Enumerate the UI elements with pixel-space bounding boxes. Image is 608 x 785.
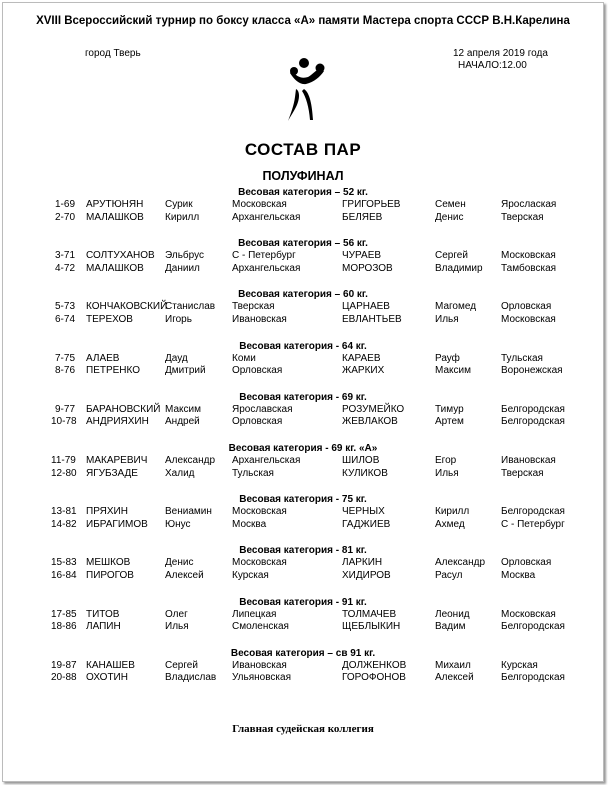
blue-name: Михаил [435, 659, 471, 671]
bout-number: 4-72 [55, 262, 76, 274]
blue-region: Ярослаская [501, 199, 557, 210]
blue-name: Ахмед [435, 518, 465, 530]
bout-number: 16-84 [51, 569, 77, 581]
blue-region: Тверская [501, 211, 544, 223]
bout-number: 20-88 [51, 672, 77, 684]
bout-number: 13-81 [51, 506, 77, 518]
blue-name: Расул [435, 569, 463, 581]
bout-number: 1-69 [55, 199, 76, 210]
red-name: Кирилл [165, 211, 200, 223]
weight-category-title: Весовая категория - 81 кг. [239, 545, 367, 557]
blue-surname: РОЗУМЕЙКО [342, 403, 405, 415]
red-region: Орловская [232, 416, 283, 428]
blue-name: Вадим [435, 621, 466, 633]
blue-name: Семен [435, 199, 466, 210]
bout-number: 15-83 [51, 557, 77, 569]
blue-surname: ЧЕРНЫХ [342, 506, 385, 518]
red-surname: АНДРИЯХИН [86, 416, 149, 428]
red-region: Липецкая [232, 608, 277, 620]
blue-surname: ГАДЖИЕВ [342, 518, 391, 530]
blue-surname: ЛАРКИН [342, 557, 383, 569]
red-surname: СОЛТУХАНОВ [86, 250, 155, 262]
blue-region: С - Петербург [501, 518, 565, 530]
blue-name: Егор [435, 455, 457, 466]
red-name: Олег [165, 608, 188, 620]
red-region: Ивановская [232, 313, 287, 325]
blue-region: Московская [501, 250, 556, 262]
document-page [2, 2, 604, 782]
red-surname: МЕШКОВ [86, 557, 131, 569]
red-name: Александр [165, 455, 216, 466]
red-surname: МАКАРЕВИЧ [86, 455, 148, 466]
blue-name: Илья [435, 313, 459, 325]
footer-signature: Главная судейская коллегия [232, 723, 374, 735]
blue-surname: ЩЕБЛЫКИН [342, 621, 401, 633]
blue-region: Москва [501, 569, 536, 581]
blue-region: Воронежская [501, 365, 563, 377]
bout-number: 11-79 [51, 455, 76, 466]
page-heading: СОСТАВ ПАР [244, 140, 362, 159]
red-name: Денис [165, 557, 194, 569]
red-region: Смоленская [232, 621, 289, 633]
city: город Тверь [85, 48, 141, 59]
red-name: Даниил [165, 262, 200, 274]
red-name: Халид [165, 467, 195, 479]
blue-region: Московская [501, 313, 556, 325]
weight-category-title: Весовая категория – 52 кг. [238, 187, 368, 198]
red-region: Архангельская [232, 211, 301, 223]
red-name: Вениамин [165, 506, 212, 518]
bout-number: 19-87 [51, 659, 77, 671]
blue-region: Орловская [501, 557, 552, 569]
red-region: Тульская [232, 467, 274, 479]
tournament-title: XVIII Всероссийский турнир по боксу класса «А» памяти Мастера спорта СССР В.Н.Карелина [36, 15, 570, 27]
red-surname: ИБРАГИМОВ [86, 518, 148, 530]
red-name: Дауд [165, 352, 188, 364]
weight-category-title: Весовая категория - 91 кг. [239, 596, 367, 608]
blue-surname: ТОЛМАЧЕВ [342, 608, 397, 620]
weight-category-title: Весовая категория - 75 кг. [239, 494, 367, 506]
weight-category-title: Весовая категория - 64 кг. [239, 340, 367, 352]
red-name: Владислав [165, 672, 217, 684]
red-name: Игорь [165, 313, 192, 325]
red-region: С - Петербург [232, 250, 296, 262]
blue-region: Курская [501, 659, 538, 671]
weight-category-title: Весовая категория – св 91 кг. [230, 647, 376, 659]
bout-number: 17-85 [51, 608, 77, 620]
blue-name: Владимир [435, 262, 483, 274]
red-name: Максим [165, 403, 201, 415]
date: 12 апреля 2019 года [453, 48, 548, 59]
red-surname: ПЕТРЕНКО [86, 365, 141, 377]
red-surname: КАНАШЕВ [86, 659, 135, 671]
blue-surname: ЖАРКИХ [342, 365, 385, 377]
blue-surname: ШИЛОВ [342, 455, 380, 466]
red-name: Илья [165, 621, 189, 633]
blue-name: Артем [435, 416, 464, 428]
blue-surname: КУЛИКОВ [342, 467, 388, 479]
blue-region: Белгородская [501, 403, 565, 415]
red-surname: БАРАНОВСКИЙ [86, 403, 161, 415]
red-surname: МАЛАШКОВ [86, 262, 144, 274]
red-name: Дмитрий [165, 365, 206, 377]
blue-name: Максим [435, 365, 471, 377]
weight-category-title: Весовая категория - 69 кг. [239, 391, 367, 403]
red-name: Эльбрус [165, 250, 204, 262]
red-surname: АЛАЕВ [86, 352, 120, 364]
blue-surname: ХИДИРОВ [342, 569, 391, 581]
blue-region: Тамбовская [501, 262, 557, 274]
blue-region: Московская [501, 608, 556, 620]
bout-number: 18-86 [51, 621, 77, 633]
blue-name: Тимур [435, 403, 464, 415]
bout-number: 9-77 [55, 403, 76, 415]
bout-number: 7-75 [55, 352, 76, 364]
red-surname: МАЛАШКОВ [86, 211, 144, 223]
weight-category-title: Весовая категория - 69 кг. «А» [228, 443, 378, 454]
red-region: Коми [232, 352, 256, 364]
blue-surname: ЦАРНАЕВ [342, 301, 390, 313]
red-region: Московская [232, 199, 287, 210]
red-name: Сурик [165, 199, 193, 210]
red-name: Станислав [165, 301, 216, 313]
red-name: Андрей [165, 416, 200, 428]
red-name: Юнус [165, 518, 191, 530]
red-name: Алексей [165, 569, 204, 581]
bout-number: 6-74 [55, 313, 76, 325]
red-surname: ПИРОГОВ [86, 569, 134, 581]
red-region: Московская [232, 557, 287, 569]
red-region: Архангельская [232, 262, 301, 274]
blue-surname: ГОРОФОНОВ [342, 672, 406, 684]
red-region: Орловская [232, 365, 283, 377]
blue-region: Орловская [501, 301, 552, 313]
blue-surname: КАРАЕВ [342, 352, 381, 364]
blue-surname: МОРОЗОВ [342, 262, 393, 274]
bout-number: 10-78 [51, 416, 77, 428]
red-surname: ЛАПИН [86, 621, 121, 633]
boxing-logo-icon [286, 57, 328, 126]
blue-name: Леонид [435, 608, 470, 620]
red-surname: ЯГУБЗАДЕ [86, 467, 138, 479]
red-region: Тверская [232, 301, 275, 313]
blue-name: Сергей [435, 250, 468, 262]
weight-category-title: Весовая категория – 60 кг. [238, 289, 368, 301]
blue-region: Тульская [501, 352, 543, 364]
blue-region: Тверская [501, 467, 544, 479]
red-region: Москва [232, 518, 267, 530]
weight-category-title: Весовая категория – 56 кг. [238, 238, 368, 250]
blue-name: Денис [435, 211, 464, 223]
blue-surname: ГРИГОРЬЕВ [342, 199, 401, 210]
blue-region: Белгородская [501, 506, 565, 518]
red-region: Курская [232, 569, 269, 581]
red-region: Ульяновская [232, 672, 291, 684]
bout-number: 2-70 [55, 211, 76, 223]
blue-name: Магомед [435, 301, 477, 313]
blue-surname: БЕЛЯЕВ [342, 211, 383, 223]
blue-region: Белгородская [501, 672, 565, 684]
red-surname: ТЕРЕХОВ [86, 313, 133, 325]
bout-number: 5-73 [55, 301, 76, 313]
red-surname: ПРЯХИН [86, 506, 128, 518]
blue-surname: ДОЛЖЕНКОВ [342, 659, 407, 671]
blue-surname: ЕВЛАНТЬЕВ [342, 313, 402, 325]
blue-region: Ивановская [501, 455, 556, 466]
red-name: Сергей [165, 659, 198, 671]
blue-region: Белгородская [501, 416, 565, 428]
red-region: Архангельская [232, 455, 301, 466]
blue-surname: ЖЕВЛАКОВ [342, 416, 398, 428]
red-region: Московская [232, 506, 287, 518]
red-surname: КОНЧАКОВСКИЙ [86, 301, 168, 313]
bout-number: 3-71 [55, 250, 76, 262]
blue-name: Илья [435, 467, 459, 479]
blue-name: Кирилл [435, 506, 470, 518]
red-surname: ОХОТИН [86, 672, 128, 684]
red-surname: ТИТОВ [86, 608, 120, 620]
start-time: НАЧАЛО:12.00 [458, 60, 527, 71]
stage-heading: ПОЛУФИНАЛ [262, 169, 344, 183]
red-region: Ивановская [232, 659, 287, 671]
bout-number: 8-76 [55, 365, 76, 377]
bout-number: 12-80 [51, 467, 77, 479]
blue-name: Рауф [435, 352, 460, 364]
blue-name: Алексей [435, 672, 474, 684]
bout-number: 14-82 [51, 518, 77, 530]
red-region: Ярославская [232, 403, 293, 415]
blue-region: Белгородская [501, 621, 565, 633]
blue-surname: ЧУРАЕВ [342, 250, 382, 262]
red-surname: АРУТЮНЯН [86, 199, 144, 210]
blue-name: Александр [435, 557, 486, 569]
